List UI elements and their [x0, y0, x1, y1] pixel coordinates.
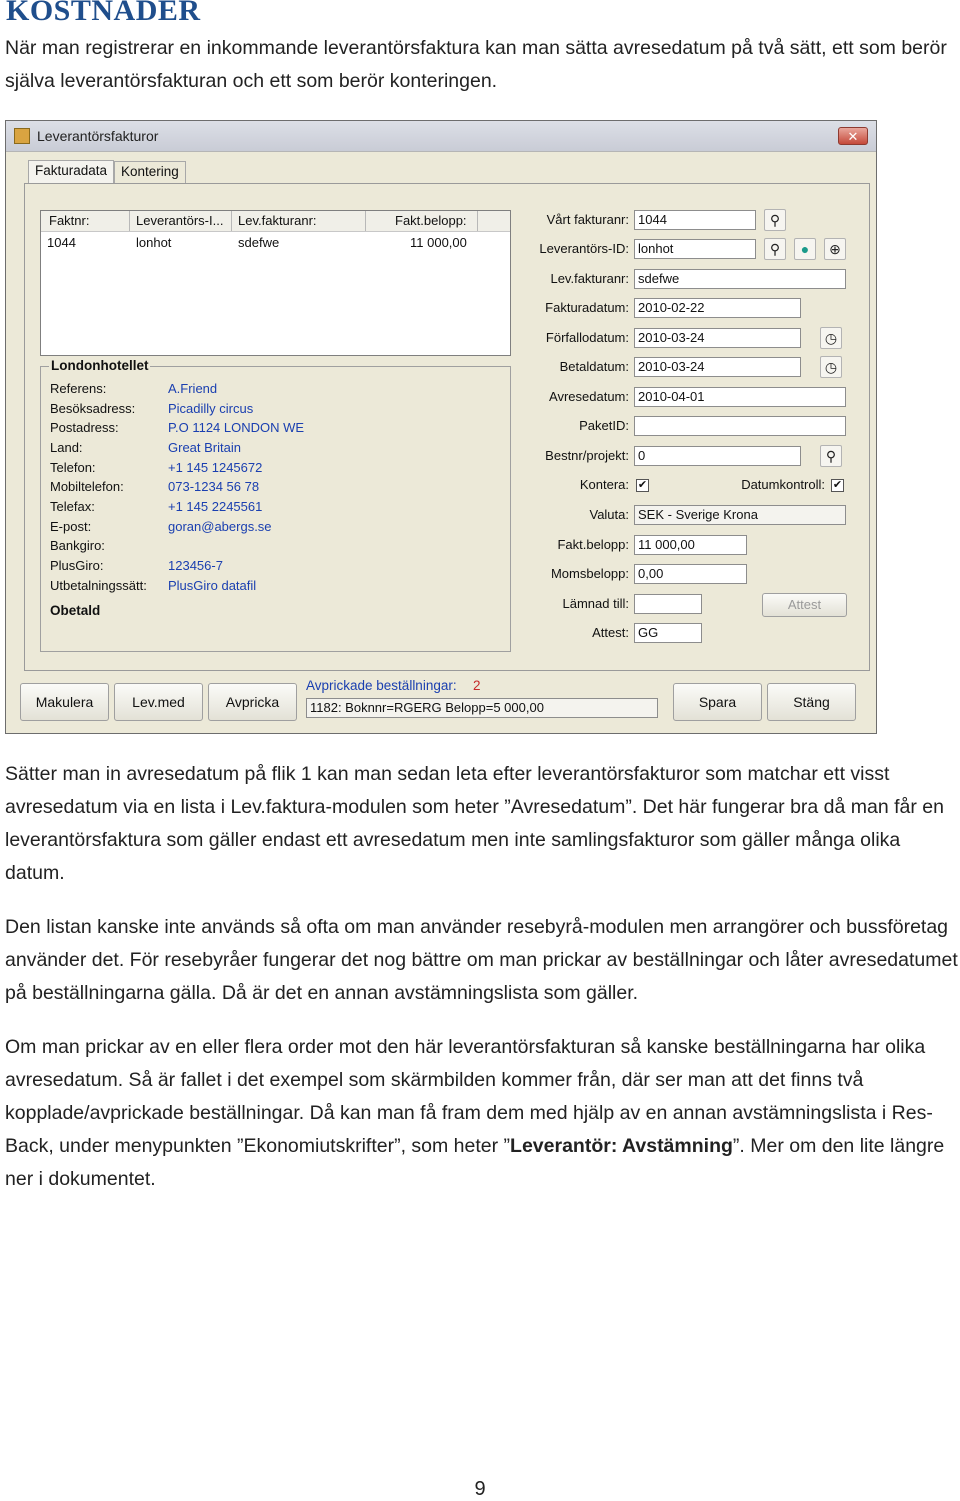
binoculars-icon[interactable]: ⚲ [820, 445, 842, 467]
label-avresedatum: Avresedatum: [549, 389, 629, 404]
grid-header [41, 211, 510, 232]
avprickade-select[interactable]: 1182: Boknnr=RGERG Belopp=5 000,00 [306, 698, 658, 718]
label-fakt-belopp: Fakt.belopp: [557, 537, 629, 552]
datumkontroll-checkbox[interactable]: ✔ [832, 479, 843, 491]
close-icon[interactable]: ✕ [838, 127, 868, 145]
value-besoksadress: Picadilly circus [168, 401, 254, 416]
attest-button[interactable]: Attest [762, 593, 847, 617]
zoom-icon[interactable]: ⊕ [824, 238, 846, 260]
value-telefax: +1 145 2245561 [168, 499, 263, 514]
supplier-name: Londonhotellet [51, 358, 149, 373]
label-lamnad-till: Lämnad till: [562, 596, 629, 611]
window-titlebar [6, 121, 876, 152]
label-epost: E-post: [50, 519, 92, 534]
value-mobiltelefon: 073-1234 56 78 [168, 479, 260, 494]
grid-cell-faktnr: 1044 [47, 235, 76, 250]
label-utbetalningssatt: Utbetalningssätt: [50, 578, 147, 593]
spara-button[interactable]: Spara [673, 683, 762, 721]
paragraph-avprickade [5, 1031, 960, 1196]
grid-header-fakt-belopp[interactable]: Fakt.belopp: [395, 213, 467, 228]
label-besoksadress: Besöksadress: [50, 401, 136, 416]
avprickade-count: 2 [473, 678, 481, 693]
avresedatum-field[interactable]: 2010-04-01 [634, 387, 846, 407]
label-bankgiro: Bankgiro: [50, 538, 105, 553]
label-telefon: Telefon: [50, 460, 96, 475]
label-postadress: Postadress: [50, 420, 119, 435]
label-referens: Referens: [50, 381, 107, 396]
avprickade-label: Avprickade beställningar: [306, 678, 457, 693]
label-vart-fakturanr: Vårt fakturanr: [546, 212, 629, 227]
lev-fakturanr-field[interactable]: sdefwe [634, 269, 846, 289]
value-telefon: +1 145 1245672 [168, 460, 263, 475]
vart-fakturanr-field[interactable]: 1044 [634, 210, 756, 230]
label-lev-fakturanr: Lev.fakturanr: [550, 271, 629, 286]
leverantorsfakturor-window [5, 120, 877, 734]
makulera-button[interactable]: Makulera [20, 683, 109, 721]
value-land: Great Britain [168, 440, 241, 455]
globe-icon[interactable]: ● [794, 238, 816, 260]
paragraph-avresedatum-list: Sätter man in avresedatum på flik 1 kan man sedan leta efter leverantörsfakturor som matchar ett visst avresedatum via en lista i Lev.faktura-modulen som heter ”Avresedatum”. Det här fungerar bra då man får en leverantörsfaktura som gäller endast ett avresedatum men inte samlingsfakturor som gäller många olika datum. [5, 763, 944, 884]
attest-field[interactable]: GG [634, 623, 702, 643]
label-momsbelopp: Momsbelopp: [550, 566, 629, 581]
binoculars-icon[interactable]: ⚲ [764, 238, 786, 260]
leverantors-id-field[interactable]: lonhot [634, 239, 756, 259]
grid-cell-leverantors-id: lonhot [136, 235, 172, 250]
tab-kontering[interactable]: Kontering [114, 161, 186, 183]
paragraph-avprickade-text: Om man prickar av en eller flera order mot den här leverantörsfakturan så kanske beställningarna har olika avresedatum. Så är fallet i det exempel som skärmbilden kommer från, där ser man att det finns två kopplade/avprickade beställningar. Då kan man få fram dem med hjälp av en annan avstämningslista i Res-Back, under menypunkten ”Ekonomiutskrifter”, som heter ” [5, 1036, 933, 1157]
momsbelopp-field[interactable]: 0,00 [634, 564, 747, 584]
fakturadatum-field[interactable]: 2010-02-22 [634, 298, 801, 318]
label-fakturadatum: Fakturadatum: [545, 300, 629, 315]
lev-med-button[interactable]: Lev.med [114, 683, 203, 721]
label-valuta: Valuta: [589, 507, 629, 522]
fakturadata-panel [24, 183, 870, 671]
forfallodatum-field[interactable]: 2010-03-24 [634, 328, 801, 348]
label-datumkontroll: Datumkontroll: [741, 477, 825, 492]
label-telefax: Telefax: [50, 499, 95, 514]
payment-status: Obetald [50, 603, 101, 618]
kontera-checkbox[interactable]: ✔ [637, 479, 648, 491]
paragraph-avprickade-tail: ”. Mer om den lite längre ner i dokumentet. [5, 1135, 945, 1190]
label-plusgiro: PlusGiro: [50, 558, 104, 573]
label-leverantors-id: Leverantörs-ID: [539, 241, 629, 256]
label-paket-id: PaketID: [579, 418, 629, 433]
value-referens: A.Friend [168, 381, 218, 396]
clock-icon[interactable]: ◷ [820, 356, 842, 378]
lamnad-till-field[interactable] [634, 594, 702, 614]
intro-paragraph: När man registrerar en inkommande leverantörsfaktura kan man sätta avresedatum på två sätt, ett som berör själva leverantörsfakturan och ett som berör konteringen. [5, 37, 947, 92]
value-postadress: P.O 1124 LONDON WE [168, 420, 305, 435]
valuta-select[interactable]: SEK - Sverige Krona [634, 505, 846, 525]
label-land: Land: [50, 440, 83, 455]
label-attest: Attest: [592, 625, 629, 640]
invoice-grid[interactable] [40, 210, 511, 356]
label-betaldatum: Betaldatum: [559, 359, 629, 374]
fakt-belopp-field[interactable]: 11 000,00 [634, 535, 747, 555]
avpricka-button[interactable]: Avpricka [208, 683, 297, 721]
window-title: Leverantörsfakturor [37, 128, 159, 144]
report-name: Leverantör: Avstämning [510, 1135, 733, 1157]
stang-button[interactable]: Stäng [767, 683, 856, 721]
grid-header-lev-fakturanr[interactable]: Lev.fakturanr: [238, 213, 317, 228]
value-plusgiro: 123456-7 [168, 558, 223, 573]
app-icon [14, 128, 30, 144]
supplier-info-group [40, 358, 511, 652]
paket-id-field[interactable] [634, 416, 846, 436]
page-number: 9 [474, 1478, 486, 1500]
label-kontera: Kontera: [579, 477, 629, 492]
betaldatum-field[interactable]: 2010-03-24 [634, 357, 801, 377]
clock-icon[interactable]: ◷ [820, 327, 842, 349]
page-heading: KOSTNADER [6, 0, 201, 27]
grid-header-faktnr[interactable]: Faktnr: [49, 213, 90, 228]
paragraph-resebyra: Den listan kanske inte används så ofta om man använder resebyrå-modulen men arrangörer och bussföretag använder det. För resebyråer fungerar det nog bättre om man prickar av beställningar och låter avresedatumet på beställningarna gälla. Då är det en annan avstämningslista som gäller. [5, 916, 958, 1004]
label-bestnr-projekt: Bestnr/projekt: [545, 448, 629, 463]
value-utbetalningssatt: PlusGiro datafil [168, 578, 257, 593]
value-epost[interactable]: goran@abergs.se [168, 519, 272, 534]
bestnr-projekt-field[interactable]: 0 [634, 446, 801, 466]
tab-fakturadata[interactable]: Fakturadata [28, 160, 114, 184]
grid-cell-fakt-belopp: 11 000,00 [410, 235, 467, 250]
binoculars-icon[interactable]: ⚲ [764, 209, 786, 231]
label-mobiltelefon: Mobiltelefon: [50, 479, 124, 494]
grid-cell-lev-fakturanr: sdefwe [238, 235, 280, 250]
grid-header-leverantors-id[interactable]: Leverantörs-I... [136, 213, 224, 228]
label-forfallodatum: Förfallodatum: [545, 330, 629, 345]
